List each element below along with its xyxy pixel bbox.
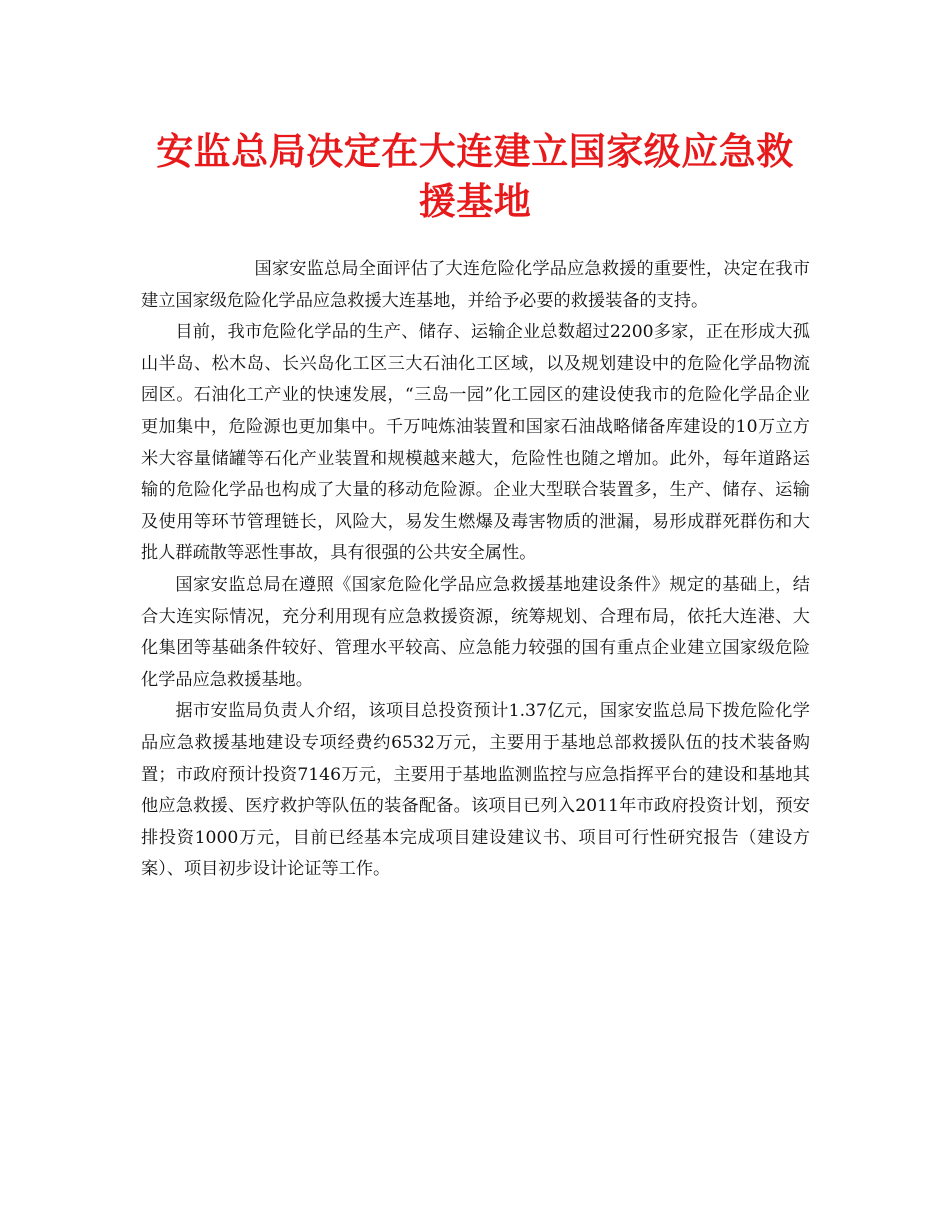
paragraph-1: 国家安监总局全面评估了大连危险化学品应急救援的重要性，决定在我市建立国家级危险化学品应急救援大连基地，并给予必要的救援装备的支持。 bbox=[141, 259, 810, 311]
document-body bbox=[141, 254, 810, 886]
paragraph-4: 据市安监局负责人介绍，该项目总投资预计1.37亿元，国家安监总局下拨危险化学品应急救援基地建设专项经费约6532万元，主要用于基地总部救援队伍的技术装备购置；市政府预计投资7146万元，主要用于基地监测监控与应急指挥平台的建设和基地其他应急救援、医疗救护等队伍的装备配备。该项目已列入2011年市政府投资计划，预安排投资1000万元，目前已经基本完成项目建设建议书、项目可行性研究报告（建设方案）、项目初步设计论证等工作。 bbox=[141, 701, 810, 880]
paragraph-3: 国家安监总局在遵照《国家危险化学品应急救援基地建设条件》规定的基础上，结合大连实际情况，充分利用现有应急救援资源，统筹规划、合理布局，依托大连港、大化集团等基础条件较好、管理水平较高、应急能力较强的国有重点企业建立国家级危险化学品应急救援基地。 bbox=[141, 574, 810, 690]
paragraph-2: 目前，我市危险化学品的生产、储存、运输企业总数超过2200多家，正在形成大孤山半岛、松木岛、长兴岛化工区三大石油化工区域，以及规划建设中的危险化学品物流园区。石油化工产业的快速发展，“三岛一园”化工园区的建设使我市的危险化学品企业更加集中，危险源也更加集中。千万吨炼油装置和国家石油战略储备库建设的10万立方米大容量储罐等石化产业装置和规模越来越大，危险性也随之增加。此外，每年道路运输的危险化学品也构成了大量的移动危险源。企业大型联合装置多，生产、储存、运输及使用等环节管理链长，风险大，易发生燃爆及毒害物质的泄漏，易形成群死群伤和大批人群疏散等恶性事故，具有很强的公共安全属性。 bbox=[141, 322, 810, 564]
document-title: 安监总局决定在大连建立国家级应急救援基地 bbox=[156, 129, 794, 223]
